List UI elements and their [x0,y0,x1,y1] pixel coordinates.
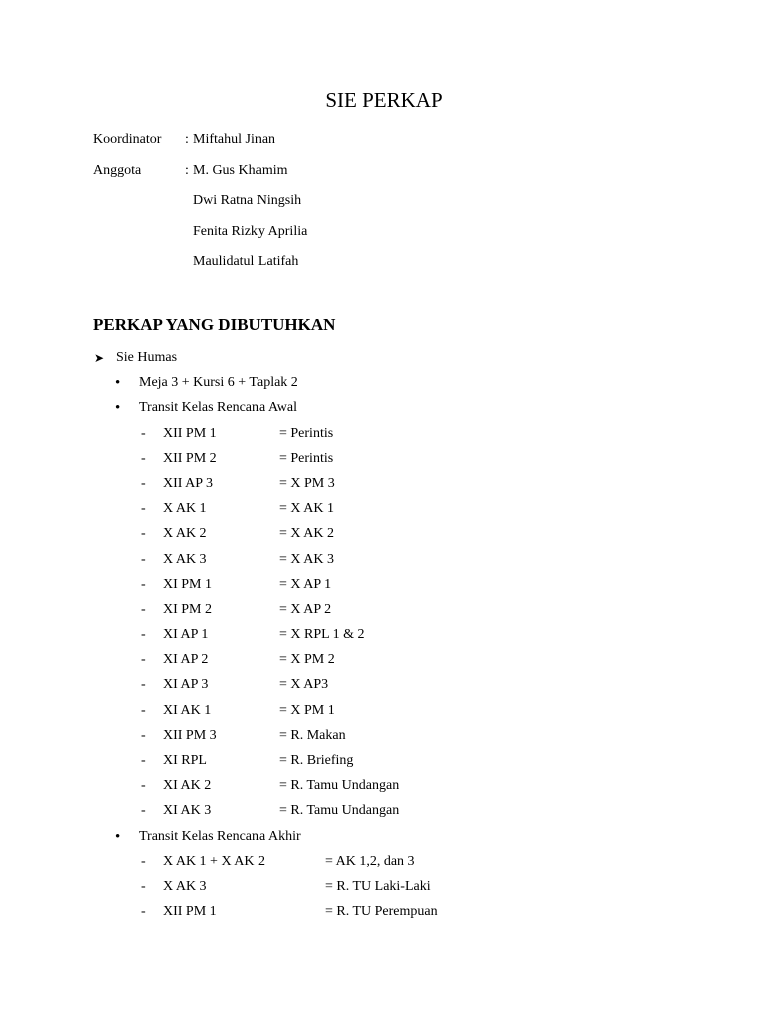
transit-destination: = X AP 1 [279,576,332,592]
transit-row [0,651,768,676]
list-item-bullet [0,828,768,853]
list-item-bullet [0,374,768,399]
transit-destination: = X AP3 [279,677,329,693]
anggota-row [93,162,693,193]
anggota-row [93,192,693,223]
transit-destination: = X AK 3 [279,551,334,567]
anggota-member: Dwi Ratna Ningsih [193,193,302,208]
class-name: XI AK 2 [163,778,212,794]
dash-marker: - [141,425,146,441]
list-item-bullet [0,399,768,424]
round-bullet-icon: • [115,375,121,392]
page-title: SIE PERKAP [325,88,443,112]
list-item-sie [0,349,768,374]
transit-destination: = R. Briefing [279,753,354,768]
transit-row [0,777,768,802]
class-name: XI AP 2 [163,652,209,668]
arrow-bullet-icon: ➤ [94,351,105,365]
koordinator-label: Koordinator [93,132,162,147]
transit-destination: = X AK 2 [279,526,334,542]
dash-marker: - [141,677,146,693]
transit-row [0,727,768,752]
transit-destination: = X AP 2 [279,601,332,617]
transit-row [0,450,768,475]
dash-marker: - [141,753,146,768]
transit-row [0,676,768,701]
transit-destination: = Perintis [279,425,334,441]
transit-row [0,475,768,500]
transit-row [0,853,768,878]
transit-row [0,425,768,450]
section-heading: PERKAP YANG DIBUTUHKAN [93,315,336,334]
dash-marker: - [141,627,146,643]
transit-row [0,903,768,928]
dash-marker: - [141,501,146,517]
transit-destination: = X PM 1 [279,702,335,718]
dash-marker: - [141,601,146,617]
dash-marker: - [141,475,146,491]
transit-destination: = R. Makan [279,727,346,743]
anggota-colon: : [185,162,189,178]
round-bullet-icon: • [115,400,121,417]
dash-marker: - [141,778,146,794]
class-name: XII AP 3 [163,475,214,491]
bullet-text: Transit Kelas Rencana Awal [139,400,297,416]
bullet-text: Meja 3 + Kursi 6 + Taplak 2 [139,375,298,391]
transit-row [0,752,768,777]
dash-marker: - [141,576,146,592]
transit-row [0,878,768,903]
perkap-list [0,349,768,928]
team-info [93,131,693,284]
transit-destination: = R. Tamu Undangan [279,778,400,794]
transit-row [0,802,768,827]
transit-destination: = X PM 2 [279,652,335,668]
anggota-row [93,253,693,284]
class-name: XI PM 2 [163,601,213,617]
dash-marker: - [141,853,146,869]
koordinator-colon: : [185,132,189,147]
dash-marker: - [141,727,146,743]
class-name: X AK 2 [163,526,207,542]
dash-marker: - [141,551,146,567]
transit-row [0,702,768,727]
class-name: XII PM 3 [163,727,217,743]
transit-destination: = R. TU Laki-Laki [325,878,431,894]
transit-destination: = R. Tamu Undangan [279,803,400,819]
class-name: XI RPL [163,753,207,768]
dash-marker: - [141,450,146,466]
class-name: XI AP 3 [163,677,209,693]
transit-destination: = X RPL 1 & 2 [279,627,365,643]
anggota-member: M. Gus Khamim [193,162,288,178]
koordinator-name: Miftahul Jinan [193,132,276,147]
transit-destination: = X PM 3 [279,475,335,491]
dash-marker: - [141,904,146,920]
class-name: X AK 3 [163,551,207,567]
transit-destination: = R. TU Perempuan [325,904,438,920]
round-bullet-icon: • [115,828,121,845]
anggota-member: Fenita Rizky Aprilia [193,223,308,239]
sie-label: Sie Humas [116,350,178,365]
anggota-label: Anggota [93,162,142,178]
dash-marker: - [141,702,146,718]
dash-marker: - [141,803,146,819]
dash-marker: - [141,652,146,668]
class-name: XI AP 1 [163,627,209,643]
class-name: X AK 1 + X AK 2 [163,853,266,869]
transit-row [0,500,768,525]
transit-row [0,576,768,601]
class-name: X AK 3 [163,878,207,894]
dash-marker: - [141,526,146,542]
transit-destination: = X AK 1 [279,501,334,517]
class-name: XII PM 1 [163,425,217,441]
transit-row [0,626,768,651]
koordinator-row [93,131,693,162]
transit-row [0,551,768,576]
dash-marker: - [141,878,146,894]
class-name: XI AK 3 [163,803,212,819]
anggota-row [93,223,693,254]
class-name: XII PM 1 [163,904,217,920]
transit-destination: = Perintis [279,450,334,466]
transit-row [0,601,768,626]
class-name: X AK 1 [163,501,207,517]
class-name: XI PM 1 [163,576,213,592]
bullet-text: Transit Kelas Rencana Akhir [139,828,301,844]
class-name: XII PM 2 [163,450,217,466]
class-name: XI AK 1 [163,702,212,718]
transit-destination: = AK 1,2, dan 3 [325,853,415,869]
anggota-member: Maulidatul Latifah [193,254,299,269]
transit-row [0,525,768,550]
